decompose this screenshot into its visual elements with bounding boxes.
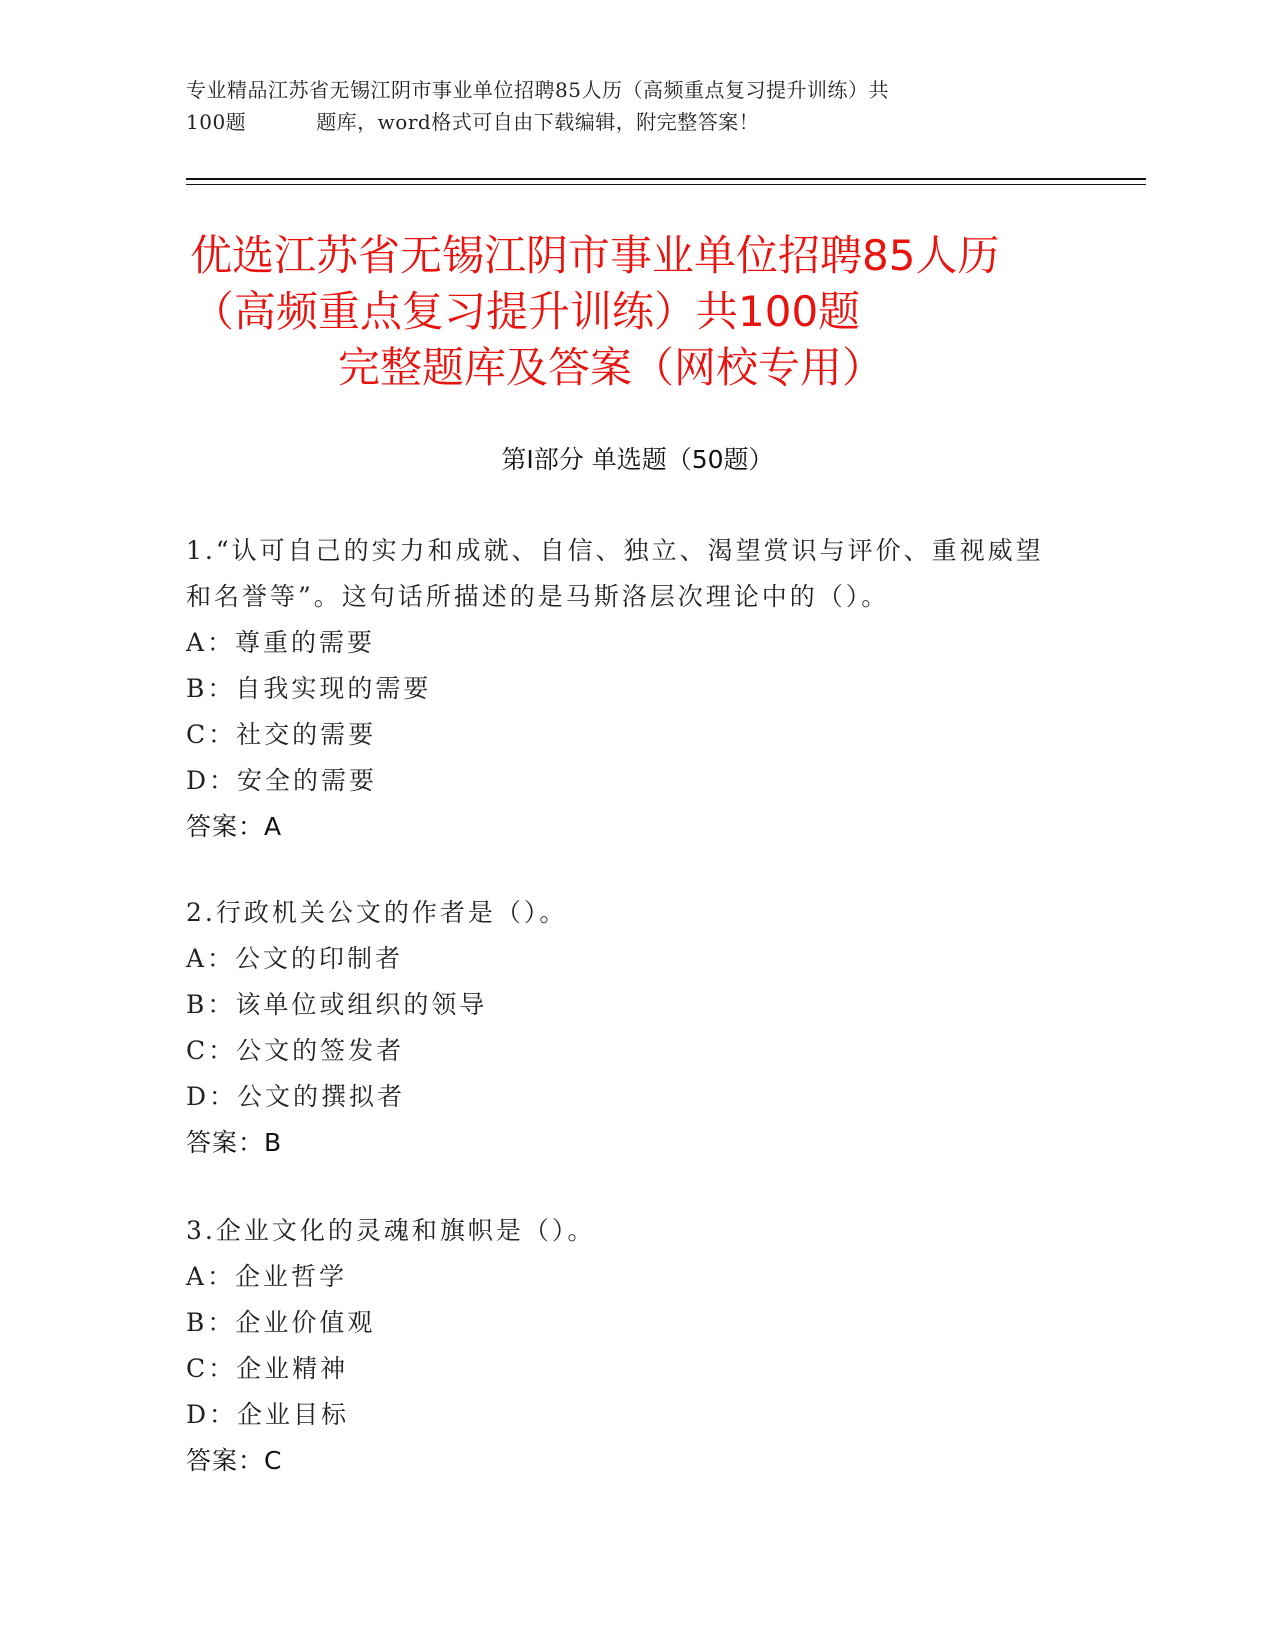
question-stem: 2.行政机关公文的作者是（）。 [186, 898, 568, 927]
header-note-gap [246, 106, 316, 138]
answer: 答案：C [186, 1446, 283, 1475]
option-b: B：该单位或组织的领导 [186, 990, 488, 1019]
header-note-line2-left: 100题 [186, 110, 247, 134]
question-block-2 [186, 890, 1066, 1166]
answer: 答案：B [186, 1128, 283, 1157]
answer: 答案：A [186, 812, 283, 841]
header-note [186, 74, 1086, 138]
option-a: A：尊重的需要 [186, 628, 376, 657]
section-heading: 第Ⅰ部分 单选题（50题） [501, 445, 774, 474]
question-block-3 [186, 1208, 1066, 1484]
header-note-line1: 专业精品江苏省无锡江阴市事业单位招聘85人历（高频重点复习提升训练）共 [186, 78, 889, 102]
header-note-line2-right: 题库，word格式可自由下载编辑，附完整答案！ [316, 110, 760, 134]
option-d: D：企业目标 [186, 1400, 350, 1429]
document-title [190, 228, 1110, 396]
option-d: D：安全的需要 [186, 766, 378, 795]
header-divider-thick [186, 178, 1146, 180]
option-a: A：公文的印制者 [186, 944, 404, 973]
title-line2: （高频重点复习提升训练）共100题 [192, 287, 861, 336]
option-c: C：企业精神 [186, 1354, 349, 1383]
option-c: C：公文的签发者 [186, 1036, 405, 1065]
header-divider-thin [186, 184, 1146, 185]
header-note-line2 [186, 106, 1086, 138]
question-stem: 3.企业文化的灵魂和旗帜是（）。 [186, 1216, 596, 1245]
question-stem: 1.“认可自己的实力和成就、自信、独立、渴望赏识与评价、重视威望和名誉等”。这句话所描述的是马斯洛层次理论中的（）。 [186, 536, 1044, 611]
option-b: B：自我实现的需要 [186, 674, 432, 703]
option-c: C：社交的需要 [186, 720, 377, 749]
question-block-1 [186, 528, 1066, 850]
title-line3: 完整题库及答案（网校专用） [338, 343, 885, 392]
option-a: A：企业哲学 [186, 1262, 348, 1291]
option-b: B：企业价值观 [186, 1308, 376, 1337]
option-d: D：公文的撰拟者 [186, 1082, 406, 1111]
title-line1: 优选江苏省无锡江阴市事业单位招聘85人历 [190, 231, 1000, 280]
